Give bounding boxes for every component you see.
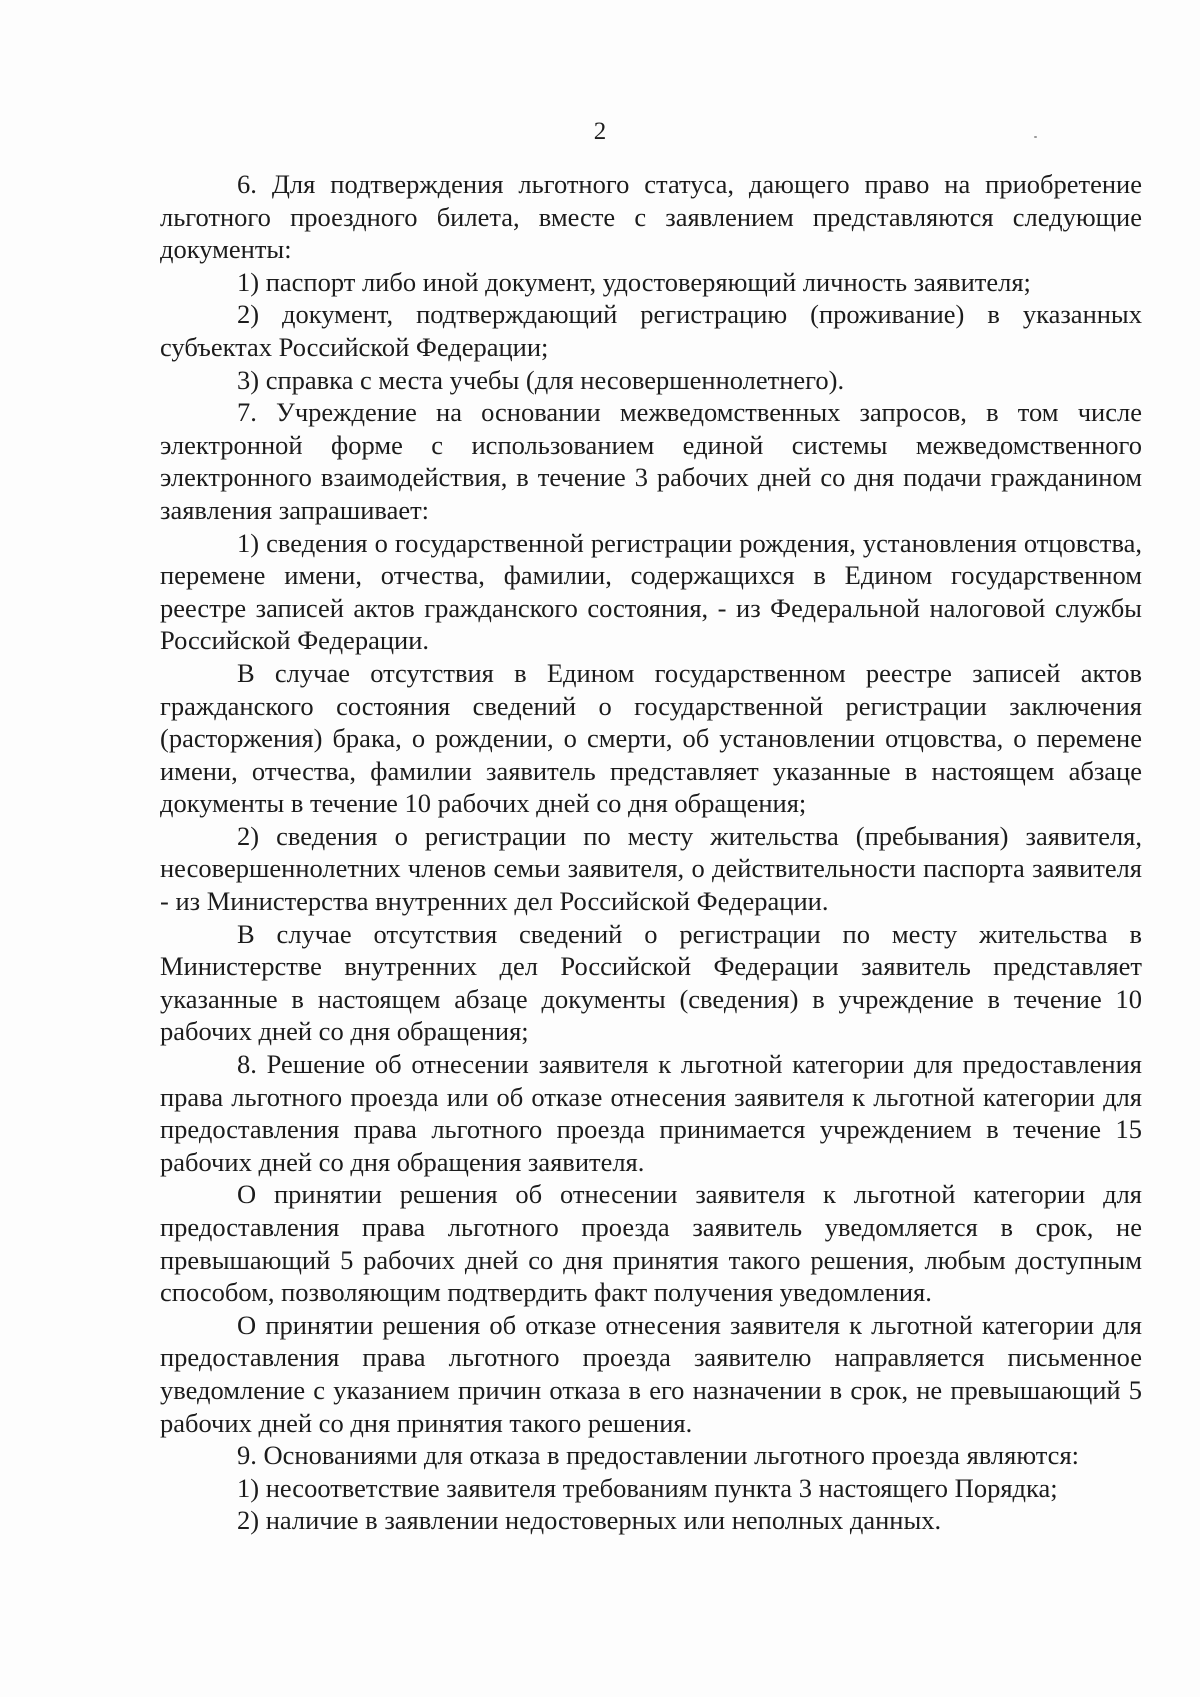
document-body [160,168,1142,1537]
paragraph-9-item-2: 2) наличие в заявлении недостоверных или неполных данных. [237,1505,942,1536]
paragraph-7-item-1: 1) сведения о государственной регистрации рождения, установления отцовства, перемене имени, отчества, фамилии, содержащихся в Едином государственном реестре записей актов гражданского состояния, - из Федеральной налоговой службы Российской Федерации. [160,527,1142,656]
scan-speck [1034,136,1037,138]
paragraph-8-approval-notice: О принятии решения об отнесении заявителя к льготной категории для предоставления права льготного проезда заявитель уведомляется в срок, не превышающий 5 рабочих дней со дня принятия такого решения, любым доступным способом, позволяющим подтвердить факт получения уведомления. [160,1179,1142,1308]
paragraph-7: 7. Учреждение на основании межведомственных запросов, в том числе электронной форме с использованием единой системы межведомственного электронного взаимодействия, в течение 3 рабочих дней со дня подачи гражданином заявления запрашивает: [160,397,1142,525]
paragraph-6: 6. Для подтверждения льготного статуса, дающего право на приобретение льготного проездного билета, вместе с заявлением представляются следующие документы: [160,169,1142,265]
paragraph-7-item-2: 2) сведения о регистрации по месту жительства (пребывания) заявителя, несовершеннолетних членов семьи заявителя, о действительности паспорта заявителя - из Министерства внутренних дел Российской Федерации. [160,820,1142,917]
paragraph-6-item-3: 3) справка с места учебы (для несовершеннолетнего). [237,364,845,395]
paragraph-8: 8. Решение об отнесении заявителя к льготной категории для предоставления права льготного проезда или об отказе отнесения заявителя к льготной категории для предоставления права льготного проезда принимается учреждением в течение 15 рабочих дней со дня обращения заявителя. [160,1049,1142,1177]
paragraph-9: 9. Основаниями для отказа в предоставлении льготного проезда являются: [237,1440,1079,1471]
paragraph-7-item-1-note: В случае отсутствия в Едином государственном реестре записей актов гражданского состояния сведений о государственной регистрации заключения (расторжения) брака, о рождении, о смерти, об установлении отцовства, о перемене имени, отчества, фамилии заявитель представляет указанные в настоящем абзаце документы в течение 10 рабочих дней со дня обращения; [160,657,1142,819]
paragraph-9-item-1: 1) несоответствие заявителя требованиям пункта 3 настоящего Порядка; [237,1472,1058,1503]
paragraph-6-item-2: 2) документ, подтверждающий регистрацию (проживание) в указанных субъектах Российской Федерации; [160,299,1142,362]
paragraph-6-item-1: 1) паспорт либо иной документ, удостоверяющий личность заявителя; [237,266,1031,297]
page-number: 2 [593,118,607,145]
paragraph-7-item-2-note: В случае отсутствия сведений о регистрации по месту жительства в Министерстве внутренних дел Российской Федерации заявитель представляет указанные в настоящем абзаце документы (сведения) в учреждение в течение 10 рабочих дней со дня обращения; [160,918,1142,1047]
paragraph-8-refusal-notice: О принятии решения об отказе отнесения заявителя к льготной категории для предоставления права льготного проезда заявителю направляется письменное уведомление с указанием причин отказа в его назначении в срок, не превышающий 5 рабочих дней со дня принятия такого решения. [160,1309,1142,1438]
